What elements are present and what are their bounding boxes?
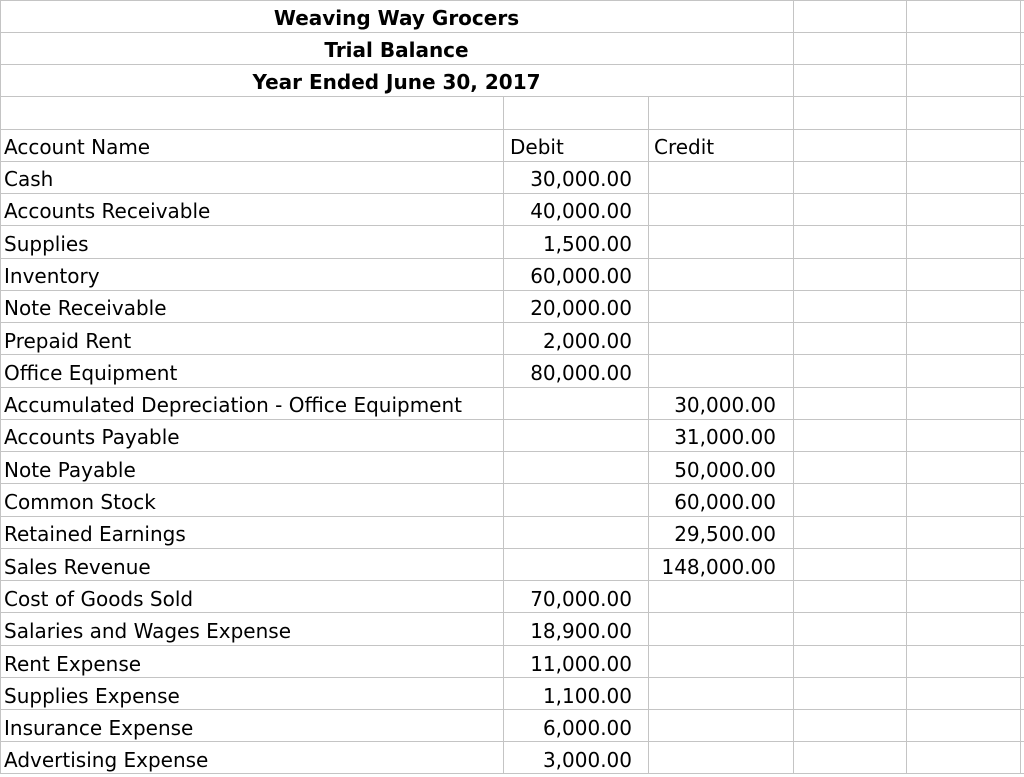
credit-cell xyxy=(652,680,776,712)
account-name-cell: Supplies Expense xyxy=(4,684,180,708)
header-credit: Credit xyxy=(654,135,715,159)
credit-cell xyxy=(652,712,776,744)
credit-cell xyxy=(652,615,776,647)
account-name-cell: Cost of Goods Sold xyxy=(4,587,194,611)
credit-cell xyxy=(652,163,776,195)
credit-cell xyxy=(652,292,776,324)
credit-cell: 148,000.00 xyxy=(661,555,776,579)
credit-cell xyxy=(652,648,776,680)
debit-cell: 70,000.00 xyxy=(530,587,632,611)
report-title: Trial Balance xyxy=(324,38,469,62)
debit-cell: 40,000.00 xyxy=(530,199,632,223)
company-name: Weaving Way Grocers xyxy=(273,6,520,30)
account-name-cell: Insurance Expense xyxy=(4,716,194,740)
grid-row-line xyxy=(0,129,1024,130)
grid-column-line xyxy=(648,96,649,774)
account-name-cell: Rent Expense xyxy=(4,652,142,676)
credit-cell: 50,000.00 xyxy=(674,458,776,482)
credit-cell: 29,500.00 xyxy=(674,522,776,546)
debit-cell: 80,000.00 xyxy=(530,361,632,385)
account-name-cell: Prepaid Rent xyxy=(4,329,132,353)
header-debit: Debit xyxy=(510,135,564,159)
debit-cell xyxy=(503,389,632,421)
debit-cell: 3,000.00 xyxy=(542,748,632,772)
credit-cell: 30,000.00 xyxy=(674,393,776,417)
debit-cell: 1,500.00 xyxy=(542,232,632,256)
grid-column-line xyxy=(793,0,794,774)
credit-cell xyxy=(652,744,776,776)
debit-cell: 18,900.00 xyxy=(530,619,632,643)
credit-cell xyxy=(652,357,776,389)
debit-cell xyxy=(503,551,632,583)
debit-cell xyxy=(503,486,632,518)
account-name-cell: Retained Earnings xyxy=(4,522,186,546)
account-name-cell: Office Equipment xyxy=(4,361,178,385)
credit-cell: 31,000.00 xyxy=(674,425,776,449)
account-name-cell: Common Stock xyxy=(4,490,156,514)
account-name-cell: Supplies xyxy=(4,232,89,256)
credit-cell xyxy=(652,195,776,227)
account-name-cell: Accounts Receivable xyxy=(4,199,211,223)
account-name-cell: Accumulated Depreciation - Office Equipment xyxy=(4,393,463,417)
grid-column-line xyxy=(0,0,1,774)
credit-cell xyxy=(652,228,776,260)
account-name-cell: Note Receivable xyxy=(4,296,167,320)
account-name-cell: Sales Revenue xyxy=(4,555,151,579)
grid-column-line xyxy=(1020,0,1021,774)
grid-column-line xyxy=(906,0,907,774)
account-name-cell: Accounts Payable xyxy=(4,425,180,449)
credit-cell xyxy=(652,260,776,292)
account-name-cell: Inventory xyxy=(4,264,100,288)
credit-cell xyxy=(652,583,776,615)
credit-cell xyxy=(652,325,776,357)
debit-cell xyxy=(503,518,632,550)
debit-cell: 20,000.00 xyxy=(530,296,632,320)
debit-cell xyxy=(503,421,632,453)
debit-cell: 60,000.00 xyxy=(530,264,632,288)
credit-cell: 60,000.00 xyxy=(674,490,776,514)
debit-cell: 11,000.00 xyxy=(530,652,632,676)
debit-cell: 6,000.00 xyxy=(542,716,632,740)
account-name-cell: Note Payable xyxy=(4,458,136,482)
account-name-cell: Advertising Expense xyxy=(4,748,209,772)
debit-cell xyxy=(503,454,632,486)
debit-cell: 1,100.00 xyxy=(542,684,632,708)
account-name-cell: Salaries and Wages Expense xyxy=(4,619,292,643)
account-name-cell: Cash xyxy=(4,167,54,191)
debit-cell: 30,000.00 xyxy=(530,167,632,191)
report-period: Year Ended June 30, 2017 xyxy=(252,70,541,94)
grid-row-line xyxy=(0,0,1024,1)
debit-cell: 2,000.00 xyxy=(542,329,632,353)
header-account-name: Account Name xyxy=(4,135,151,159)
